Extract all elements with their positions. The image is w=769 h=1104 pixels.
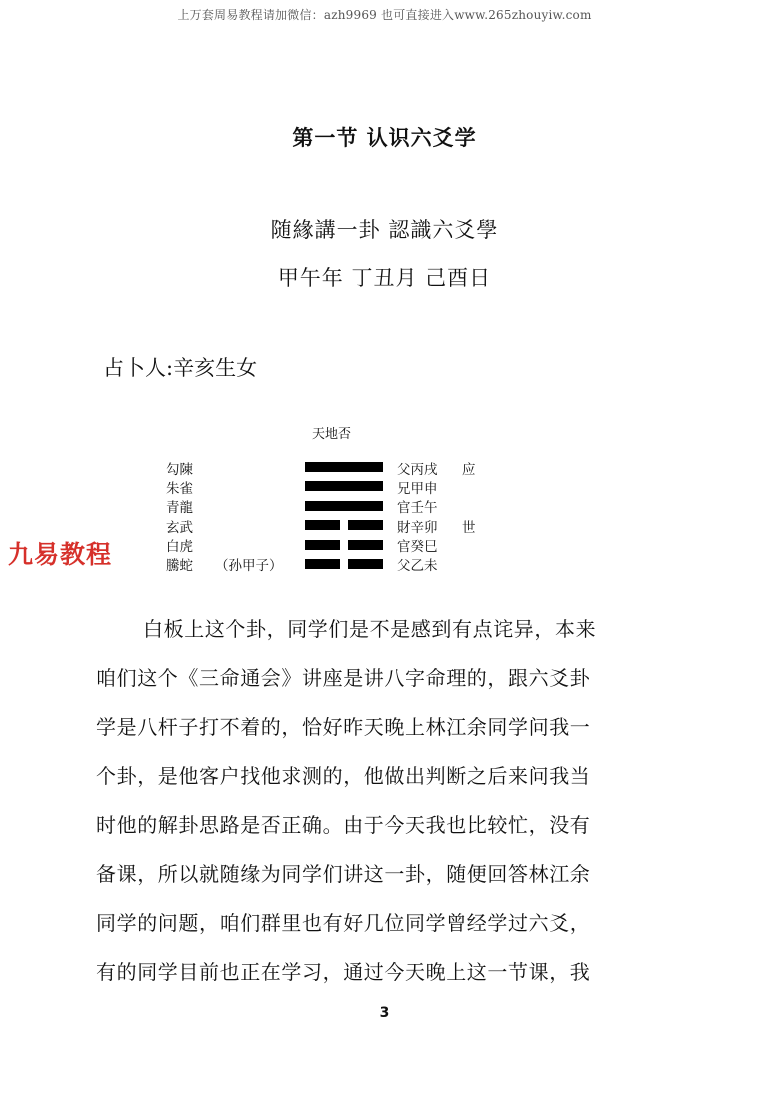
ying-marker: 应 xyxy=(462,462,476,478)
spirit-label: 朱雀 xyxy=(166,481,193,497)
paragraph-line: 白板上这个卦，同学们是不是感到有点诧异，本来 xyxy=(143,617,597,641)
spirit-label: 玄武 xyxy=(166,520,193,536)
paragraph-line: 学是八杆子打不着的，恰好昨天晚上林江余同学问我一 xyxy=(96,715,591,739)
paragraph-line: 个卦，是他客户找他求测的，他做出判断之后来问我当 xyxy=(96,764,591,788)
hexagram-lines xyxy=(305,458,383,578)
watermark-logo: 九易教程 xyxy=(8,540,113,569)
yin-line-segment xyxy=(348,559,383,569)
relation-label: 父乙未 xyxy=(397,558,438,574)
paragraph-line: 备课，所以就随缘为同学们讲这一卦，随便回答林江余 xyxy=(96,862,591,886)
yang-line xyxy=(305,501,383,511)
spirit-label: 勾陳 xyxy=(166,462,193,478)
yin-line-segment xyxy=(348,520,383,530)
spirit-label: 白虎 xyxy=(166,539,193,555)
subtitle: 随緣講一卦 認識六爻學 xyxy=(270,218,499,242)
spirit-label: 騰蛇 xyxy=(166,558,193,574)
page-number: 3 xyxy=(379,1005,390,1021)
paragraph-line: 时他的解卦思路是否正确。由于今天我也比较忙，没有 xyxy=(96,813,591,837)
paragraph-line: 咱们这个《三命通会》讲座是讲八字命理的，跟六爻卦 xyxy=(96,666,591,690)
header-note: 上万套周易教程请加微信：azh9969 也可直接进入www.265zhouyiw.com xyxy=(177,8,592,22)
yang-line xyxy=(305,481,383,491)
paragraph-line: 有的同学目前也正在学习，通过今天晚上这一节课，我 xyxy=(96,960,591,984)
querent-line: 占卜人:辛亥生女 xyxy=(103,356,258,380)
relation-label: 父丙戌 xyxy=(397,462,438,478)
yin-line-segment xyxy=(305,520,340,530)
yin-line-segment xyxy=(348,540,383,550)
yang-line xyxy=(305,462,383,472)
section-title: 第一节 认识六爻学 xyxy=(292,126,477,150)
hexagram-name: 天地否 xyxy=(312,427,352,442)
relation-label: 官癸巳 xyxy=(397,539,438,555)
yin-line-segment xyxy=(305,559,340,569)
yin-line-segment xyxy=(305,540,340,550)
relation-label: 兄甲申 xyxy=(397,481,438,497)
relation-label: 官壬午 xyxy=(397,500,438,516)
date-line: 甲午年 丁丑月 己酉日 xyxy=(277,266,492,290)
spirit-label: 青龍 xyxy=(166,500,193,516)
paragraph-line: 同学的问题，咱们群里也有好几位同学曾经学过六爻， xyxy=(96,911,591,935)
relation-label: 財辛卯 xyxy=(397,520,438,536)
hidden-line-label: （孙甲子） xyxy=(215,558,283,574)
shi-marker: 世 xyxy=(462,520,476,536)
